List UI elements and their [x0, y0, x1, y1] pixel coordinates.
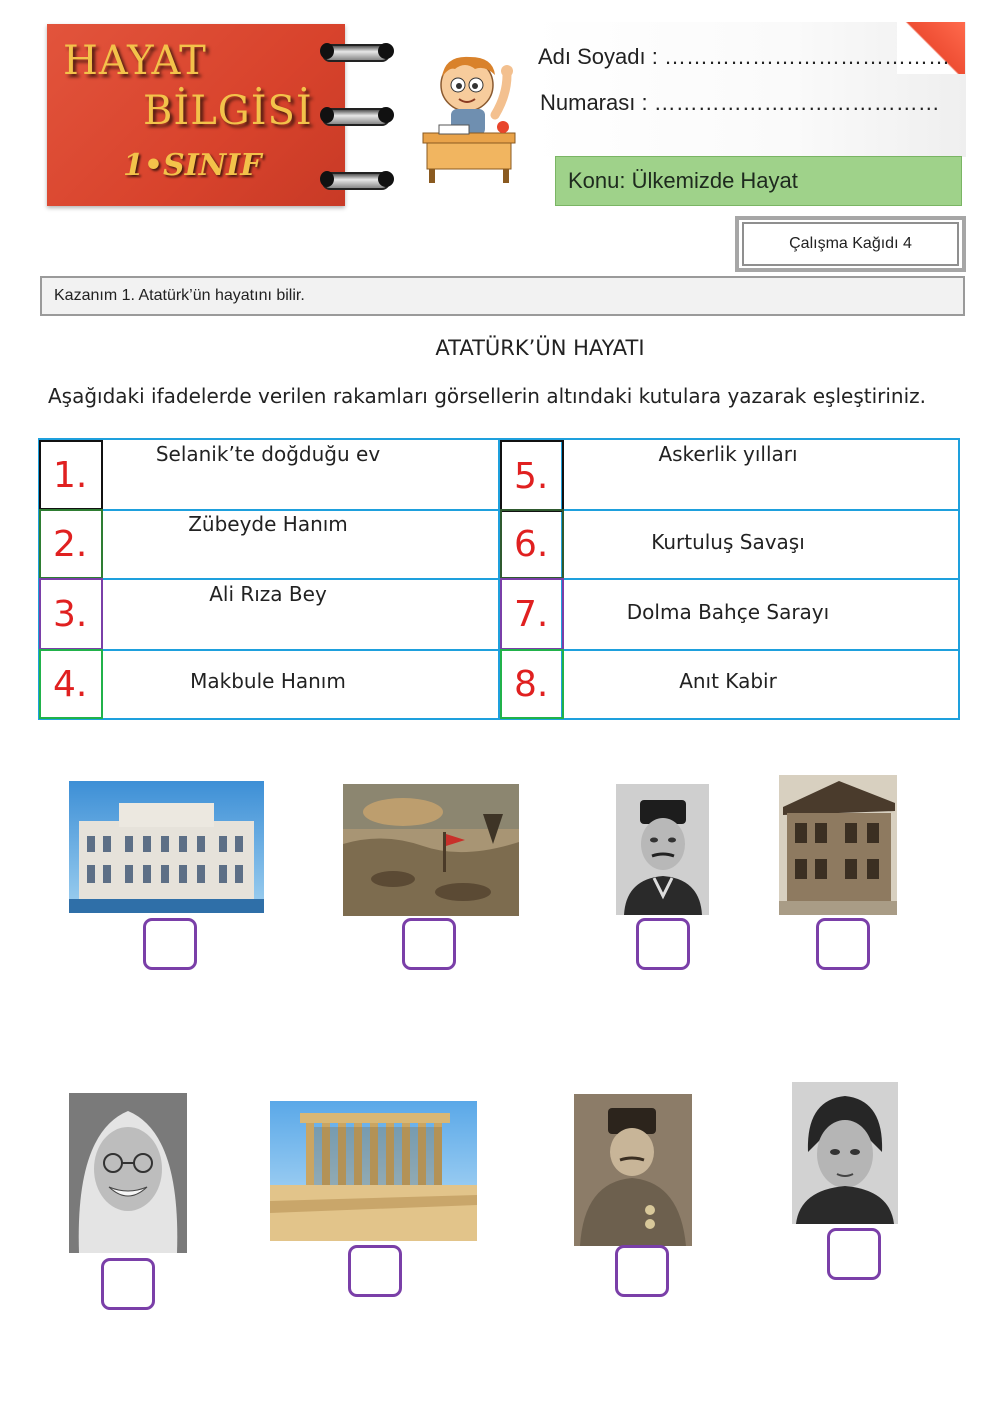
instructions: Aşağıdaki ifadelerde verilen rakamları görsellerin altındaki kutulara yazarak eşleştiriniz.	[48, 384, 926, 408]
item-label: Askerlik yılları	[658, 442, 798, 466]
sheet-label: Çalışma Kağıdı 4	[742, 222, 959, 266]
topic-banner: Konu: Ülkemizde Hayat	[555, 156, 962, 206]
number-field[interactable]: Numarası : …………………………………	[540, 90, 940, 115]
binder-ring-icon	[322, 172, 390, 190]
answer-box[interactable]	[143, 918, 197, 970]
answer-box[interactable]	[348, 1245, 402, 1297]
item-number: 5.	[500, 440, 564, 512]
answer-box[interactable]	[615, 1245, 669, 1297]
learning-outcome: Kazanım 1. Atatürk’ün hayatını bilir.	[40, 276, 965, 316]
name-field[interactable]: Adı Soyadı : …………………………………	[538, 44, 950, 69]
answer-box[interactable]	[101, 1258, 155, 1310]
item-number: 3.	[39, 578, 103, 650]
student-at-desk-illustration	[415, 45, 525, 185]
item-number: 6.	[500, 509, 564, 579]
logo-line-2: BİLGİSİ	[143, 88, 313, 134]
item-number: 8.	[500, 649, 564, 719]
answer-box[interactable]	[827, 1228, 881, 1280]
item-label: Kurtuluş Savaşı	[651, 530, 805, 554]
mausoleum-photo	[270, 1101, 477, 1241]
soldier-portrait	[574, 1094, 692, 1246]
birth-house-photo	[779, 775, 897, 915]
binder-ring-icon	[322, 44, 390, 62]
woman-headscarf-portrait	[69, 1093, 187, 1253]
battle-painting	[343, 784, 519, 916]
item-number: 7.	[500, 578, 564, 650]
item-number: 4.	[39, 649, 103, 719]
item-label: Anıt Kabir	[679, 669, 777, 693]
answer-box[interactable]	[636, 918, 690, 970]
answer-box[interactable]	[402, 918, 456, 970]
subject-logo	[47, 24, 345, 206]
binder-ring-icon	[322, 108, 390, 126]
item-label: Dolma Bahçe Sarayı	[626, 600, 830, 624]
answer-box[interactable]	[816, 918, 870, 970]
item-label: Selanik’te doğduğu ev	[155, 442, 381, 466]
item-label: Ali Rıza Bey	[209, 582, 327, 606]
logo-line-1: HAYAT	[63, 38, 207, 84]
item-number: 2.	[39, 509, 103, 579]
item-label: Makbule Hanım	[190, 669, 346, 693]
item-label: Zübeyde Hanım	[188, 512, 348, 536]
page-title: ATATÜRK’ÜN HAYATI	[435, 336, 645, 360]
palace-photo	[69, 781, 264, 913]
officer-portrait	[616, 784, 709, 915]
logo-line-3: 1•SINIF	[123, 148, 262, 183]
woman-portrait	[792, 1082, 898, 1224]
item-number: 1.	[39, 440, 103, 510]
